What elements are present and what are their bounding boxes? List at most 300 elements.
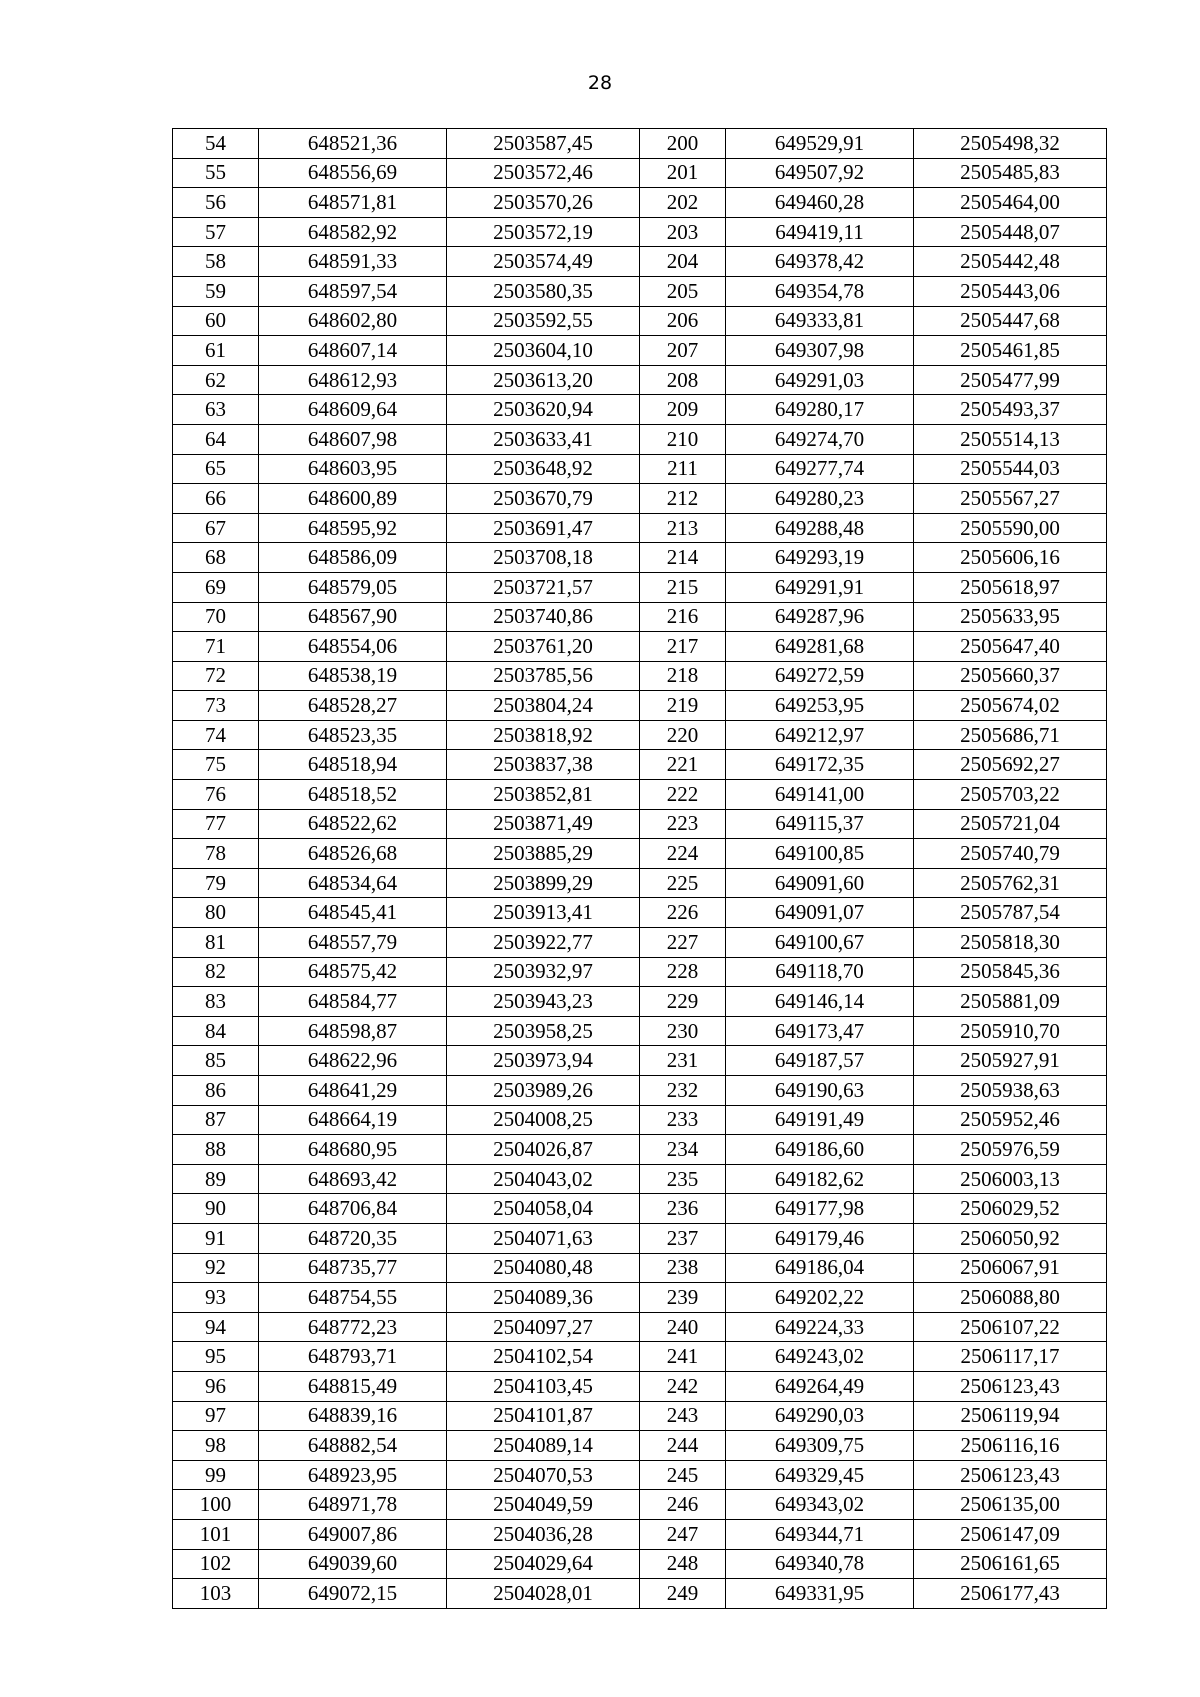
table-row xyxy=(173,1016,1107,1046)
point-number-cell: 226 xyxy=(640,898,726,928)
y-coordinate-cell: 2504029,64 xyxy=(447,1549,640,1579)
x-coordinate-cell: 648528,27 xyxy=(259,691,447,721)
point-number-cell: 83 xyxy=(173,987,259,1017)
point-number-cell: 88 xyxy=(173,1135,259,1165)
point-number-cell: 59 xyxy=(173,276,259,306)
point-number-cell: 212 xyxy=(640,484,726,514)
table-row xyxy=(173,1490,1107,1520)
y-coordinate-cell: 2505544,03 xyxy=(914,454,1107,484)
x-coordinate-cell: 649309,75 xyxy=(726,1431,914,1461)
point-number-cell: 95 xyxy=(173,1342,259,1372)
x-coordinate-cell: 648641,29 xyxy=(259,1076,447,1106)
x-coordinate-cell: 649146,14 xyxy=(726,987,914,1017)
x-coordinate-cell: 648754,55 xyxy=(259,1283,447,1313)
point-number-cell: 68 xyxy=(173,543,259,573)
x-coordinate-cell: 649190,63 xyxy=(726,1076,914,1106)
y-coordinate-cell: 2503899,29 xyxy=(447,868,640,898)
x-coordinate-cell: 648545,41 xyxy=(259,898,447,928)
y-coordinate-cell: 2504101,87 xyxy=(447,1401,640,1431)
x-coordinate-cell: 649281,68 xyxy=(726,632,914,662)
point-number-cell: 73 xyxy=(173,691,259,721)
y-coordinate-cell: 2503691,47 xyxy=(447,513,640,543)
x-coordinate-cell: 648609,64 xyxy=(259,395,447,425)
point-number-cell: 217 xyxy=(640,632,726,662)
x-coordinate-cell: 649291,91 xyxy=(726,572,914,602)
table-row xyxy=(173,276,1107,306)
y-coordinate-cell: 2503592,55 xyxy=(447,306,640,336)
y-coordinate-cell: 2503885,29 xyxy=(447,839,640,869)
x-coordinate-cell: 649100,67 xyxy=(726,928,914,958)
table-row xyxy=(173,365,1107,395)
x-coordinate-cell: 649118,70 xyxy=(726,957,914,987)
x-coordinate-cell: 648839,16 xyxy=(259,1401,447,1431)
table-row xyxy=(173,1135,1107,1165)
y-coordinate-cell: 2505703,22 xyxy=(914,780,1107,810)
y-coordinate-cell: 2505493,37 xyxy=(914,395,1107,425)
point-number-cell: 216 xyxy=(640,602,726,632)
point-number-cell: 218 xyxy=(640,661,726,691)
x-coordinate-cell: 648735,77 xyxy=(259,1253,447,1283)
y-coordinate-cell: 2504058,04 xyxy=(447,1194,640,1224)
y-coordinate-cell: 2505927,91 xyxy=(914,1046,1107,1076)
y-coordinate-cell: 2503852,81 xyxy=(447,780,640,810)
y-coordinate-cell: 2506123,43 xyxy=(914,1371,1107,1401)
point-number-cell: 214 xyxy=(640,543,726,573)
y-coordinate-cell: 2506135,00 xyxy=(914,1490,1107,1520)
y-coordinate-cell: 2504089,36 xyxy=(447,1283,640,1313)
point-number-cell: 93 xyxy=(173,1283,259,1313)
point-number-cell: 98 xyxy=(173,1431,259,1461)
point-number-cell: 204 xyxy=(640,247,726,277)
table-row xyxy=(173,1194,1107,1224)
x-coordinate-cell: 649333,81 xyxy=(726,306,914,336)
point-number-cell: 80 xyxy=(173,898,259,928)
table-row xyxy=(173,1460,1107,1490)
x-coordinate-cell: 649091,60 xyxy=(726,868,914,898)
y-coordinate-cell: 2504103,45 xyxy=(447,1371,640,1401)
x-coordinate-cell: 649307,98 xyxy=(726,336,914,366)
point-number-cell: 246 xyxy=(640,1490,726,1520)
y-coordinate-cell: 2505660,37 xyxy=(914,661,1107,691)
y-coordinate-cell: 2505740,79 xyxy=(914,839,1107,869)
point-number-cell: 213 xyxy=(640,513,726,543)
table-row xyxy=(173,395,1107,425)
point-number-cell: 78 xyxy=(173,839,259,869)
y-coordinate-cell: 2503943,23 xyxy=(447,987,640,1017)
point-number-cell: 94 xyxy=(173,1312,259,1342)
x-coordinate-cell: 648882,54 xyxy=(259,1431,447,1461)
table-row xyxy=(173,129,1107,159)
y-coordinate-cell: 2505618,97 xyxy=(914,572,1107,602)
x-coordinate-cell: 648538,19 xyxy=(259,661,447,691)
point-number-cell: 58 xyxy=(173,247,259,277)
x-coordinate-cell: 649224,33 xyxy=(726,1312,914,1342)
x-coordinate-cell: 649007,86 xyxy=(259,1519,447,1549)
table-row xyxy=(173,1371,1107,1401)
point-number-cell: 71 xyxy=(173,632,259,662)
point-number-cell: 225 xyxy=(640,868,726,898)
table-row xyxy=(173,1431,1107,1461)
x-coordinate-cell: 649280,23 xyxy=(726,484,914,514)
table-row xyxy=(173,720,1107,750)
table-row xyxy=(173,1579,1107,1609)
x-coordinate-cell: 649340,78 xyxy=(726,1549,914,1579)
x-coordinate-cell: 649354,78 xyxy=(726,276,914,306)
x-coordinate-cell: 649529,91 xyxy=(726,129,914,159)
x-coordinate-cell: 648534,64 xyxy=(259,868,447,898)
y-coordinate-cell: 2503572,46 xyxy=(447,158,640,188)
point-number-cell: 230 xyxy=(640,1016,726,1046)
x-coordinate-cell: 649460,28 xyxy=(726,188,914,218)
table-row xyxy=(173,572,1107,602)
point-number-cell: 66 xyxy=(173,484,259,514)
point-number-cell: 229 xyxy=(640,987,726,1017)
table-row xyxy=(173,661,1107,691)
x-coordinate-cell: 649072,15 xyxy=(259,1579,447,1609)
y-coordinate-cell: 2506050,92 xyxy=(914,1223,1107,1253)
point-number-cell: 70 xyxy=(173,602,259,632)
point-number-cell: 90 xyxy=(173,1194,259,1224)
y-coordinate-cell: 2506177,43 xyxy=(914,1579,1107,1609)
y-coordinate-cell: 2503572,19 xyxy=(447,217,640,247)
y-coordinate-cell: 2506147,09 xyxy=(914,1519,1107,1549)
x-coordinate-cell: 648720,35 xyxy=(259,1223,447,1253)
point-number-cell: 63 xyxy=(173,395,259,425)
point-number-cell: 74 xyxy=(173,720,259,750)
y-coordinate-cell: 2504080,48 xyxy=(447,1253,640,1283)
x-coordinate-cell: 649202,22 xyxy=(726,1283,914,1313)
y-coordinate-cell: 2506119,94 xyxy=(914,1401,1107,1431)
x-coordinate-cell: 648579,05 xyxy=(259,572,447,602)
y-coordinate-cell: 2504089,14 xyxy=(447,1431,640,1461)
x-coordinate-cell: 648607,98 xyxy=(259,424,447,454)
table-row xyxy=(173,1105,1107,1135)
y-coordinate-cell: 2503633,41 xyxy=(447,424,640,454)
point-number-cell: 245 xyxy=(640,1460,726,1490)
y-coordinate-cell: 2503932,97 xyxy=(447,957,640,987)
table-row xyxy=(173,957,1107,987)
point-number-cell: 76 xyxy=(173,780,259,810)
y-coordinate-cell: 2506067,91 xyxy=(914,1253,1107,1283)
x-coordinate-cell: 648622,96 xyxy=(259,1046,447,1076)
y-coordinate-cell: 2505910,70 xyxy=(914,1016,1107,1046)
y-coordinate-cell: 2503721,57 xyxy=(447,572,640,602)
point-number-cell: 96 xyxy=(173,1371,259,1401)
point-number-cell: 237 xyxy=(640,1223,726,1253)
table-row xyxy=(173,602,1107,632)
y-coordinate-cell: 2504028,01 xyxy=(447,1579,640,1609)
x-coordinate-cell: 649182,62 xyxy=(726,1164,914,1194)
y-coordinate-cell: 2503922,77 xyxy=(447,928,640,958)
x-coordinate-cell: 648586,09 xyxy=(259,543,447,573)
table-row xyxy=(173,780,1107,810)
x-coordinate-cell: 649100,85 xyxy=(726,839,914,869)
x-coordinate-cell: 648554,06 xyxy=(259,632,447,662)
point-number-cell: 235 xyxy=(640,1164,726,1194)
point-number-cell: 55 xyxy=(173,158,259,188)
x-coordinate-cell: 649329,45 xyxy=(726,1460,914,1490)
page-number: 28 xyxy=(587,72,613,94)
table-row xyxy=(173,632,1107,662)
coordinates-table xyxy=(172,128,1107,1609)
y-coordinate-cell: 2505590,00 xyxy=(914,513,1107,543)
y-coordinate-cell: 2503761,20 xyxy=(447,632,640,662)
x-coordinate-cell: 648772,23 xyxy=(259,1312,447,1342)
x-coordinate-cell: 649179,46 xyxy=(726,1223,914,1253)
y-coordinate-cell: 2504036,28 xyxy=(447,1519,640,1549)
x-coordinate-cell: 648793,71 xyxy=(259,1342,447,1372)
point-number-cell: 57 xyxy=(173,217,259,247)
table-row xyxy=(173,987,1107,1017)
table-row xyxy=(173,809,1107,839)
point-number-cell: 202 xyxy=(640,188,726,218)
point-number-cell: 72 xyxy=(173,661,259,691)
y-coordinate-cell: 2503570,26 xyxy=(447,188,640,218)
point-number-cell: 91 xyxy=(173,1223,259,1253)
point-number-cell: 234 xyxy=(640,1135,726,1165)
point-number-cell: 206 xyxy=(640,306,726,336)
y-coordinate-cell: 2506123,43 xyxy=(914,1460,1107,1490)
point-number-cell: 223 xyxy=(640,809,726,839)
point-number-cell: 239 xyxy=(640,1283,726,1313)
point-number-cell: 60 xyxy=(173,306,259,336)
point-number-cell: 79 xyxy=(173,868,259,898)
y-coordinate-cell: 2503818,92 xyxy=(447,720,640,750)
y-coordinate-cell: 2503837,38 xyxy=(447,750,640,780)
x-coordinate-cell: 648557,79 xyxy=(259,928,447,958)
x-coordinate-cell: 648571,81 xyxy=(259,188,447,218)
table-row xyxy=(173,217,1107,247)
point-number-cell: 240 xyxy=(640,1312,726,1342)
y-coordinate-cell: 2503620,94 xyxy=(447,395,640,425)
table-row xyxy=(173,484,1107,514)
x-coordinate-cell: 648597,54 xyxy=(259,276,447,306)
y-coordinate-cell: 2505787,54 xyxy=(914,898,1107,928)
y-coordinate-cell: 2505686,71 xyxy=(914,720,1107,750)
point-number-cell: 89 xyxy=(173,1164,259,1194)
y-coordinate-cell: 2503973,94 xyxy=(447,1046,640,1076)
y-coordinate-cell: 2504026,87 xyxy=(447,1135,640,1165)
point-number-cell: 244 xyxy=(640,1431,726,1461)
x-coordinate-cell: 648706,84 xyxy=(259,1194,447,1224)
y-coordinate-cell: 2506116,16 xyxy=(914,1431,1107,1461)
point-number-cell: 242 xyxy=(640,1371,726,1401)
x-coordinate-cell: 649274,70 xyxy=(726,424,914,454)
x-coordinate-cell: 648518,94 xyxy=(259,750,447,780)
point-number-cell: 219 xyxy=(640,691,726,721)
y-coordinate-cell: 2503740,86 xyxy=(447,602,640,632)
point-number-cell: 249 xyxy=(640,1579,726,1609)
y-coordinate-cell: 2505448,07 xyxy=(914,217,1107,247)
table-row xyxy=(173,1549,1107,1579)
point-number-cell: 221 xyxy=(640,750,726,780)
point-number-cell: 208 xyxy=(640,365,726,395)
y-coordinate-cell: 2505845,36 xyxy=(914,957,1107,987)
x-coordinate-cell: 649419,11 xyxy=(726,217,914,247)
y-coordinate-cell: 2503604,10 xyxy=(447,336,640,366)
x-coordinate-cell: 649378,42 xyxy=(726,247,914,277)
point-number-cell: 233 xyxy=(640,1105,726,1135)
y-coordinate-cell: 2505443,06 xyxy=(914,276,1107,306)
point-number-cell: 81 xyxy=(173,928,259,958)
point-number-cell: 241 xyxy=(640,1342,726,1372)
point-number-cell: 222 xyxy=(640,780,726,810)
x-coordinate-cell: 648815,49 xyxy=(259,1371,447,1401)
point-number-cell: 247 xyxy=(640,1519,726,1549)
y-coordinate-cell: 2505498,32 xyxy=(914,129,1107,159)
point-number-cell: 243 xyxy=(640,1401,726,1431)
x-coordinate-cell: 648680,95 xyxy=(259,1135,447,1165)
table-row xyxy=(173,1076,1107,1106)
y-coordinate-cell: 2506107,22 xyxy=(914,1312,1107,1342)
x-coordinate-cell: 649115,37 xyxy=(726,809,914,839)
point-number-cell: 211 xyxy=(640,454,726,484)
y-coordinate-cell: 2503785,56 xyxy=(447,661,640,691)
coordinates-table-body xyxy=(173,129,1107,1609)
x-coordinate-cell: 649253,95 xyxy=(726,691,914,721)
x-coordinate-cell: 648521,36 xyxy=(259,129,447,159)
y-coordinate-cell: 2503670,79 xyxy=(447,484,640,514)
y-coordinate-cell: 2503958,25 xyxy=(447,1016,640,1046)
point-number-cell: 224 xyxy=(640,839,726,869)
point-number-cell: 64 xyxy=(173,424,259,454)
table-row xyxy=(173,336,1107,366)
x-coordinate-cell: 649173,47 xyxy=(726,1016,914,1046)
table-row xyxy=(173,1283,1107,1313)
point-number-cell: 248 xyxy=(640,1549,726,1579)
y-coordinate-cell: 2505633,95 xyxy=(914,602,1107,632)
y-coordinate-cell: 2504071,63 xyxy=(447,1223,640,1253)
x-coordinate-cell: 649293,19 xyxy=(726,543,914,573)
y-coordinate-cell: 2504070,53 xyxy=(447,1460,640,1490)
x-coordinate-cell: 649186,04 xyxy=(726,1253,914,1283)
x-coordinate-cell: 649343,02 xyxy=(726,1490,914,1520)
table-row xyxy=(173,1519,1107,1549)
x-coordinate-cell: 649280,17 xyxy=(726,395,914,425)
table-row xyxy=(173,928,1107,958)
y-coordinate-cell: 2506003,13 xyxy=(914,1164,1107,1194)
x-coordinate-cell: 649507,92 xyxy=(726,158,914,188)
x-coordinate-cell: 649290,03 xyxy=(726,1401,914,1431)
y-coordinate-cell: 2505606,16 xyxy=(914,543,1107,573)
y-coordinate-cell: 2506088,80 xyxy=(914,1283,1107,1313)
y-coordinate-cell: 2506117,17 xyxy=(914,1342,1107,1372)
point-number-cell: 56 xyxy=(173,188,259,218)
y-coordinate-cell: 2504008,25 xyxy=(447,1105,640,1135)
y-coordinate-cell: 2503871,49 xyxy=(447,809,640,839)
x-coordinate-cell: 649141,00 xyxy=(726,780,914,810)
y-coordinate-cell: 2505442,48 xyxy=(914,247,1107,277)
x-coordinate-cell: 649191,49 xyxy=(726,1105,914,1135)
y-coordinate-cell: 2504097,27 xyxy=(447,1312,640,1342)
x-coordinate-cell: 649287,96 xyxy=(726,602,914,632)
y-coordinate-cell: 2505485,83 xyxy=(914,158,1107,188)
x-coordinate-cell: 648693,42 xyxy=(259,1164,447,1194)
point-number-cell: 87 xyxy=(173,1105,259,1135)
point-number-cell: 54 xyxy=(173,129,259,159)
x-coordinate-cell: 648522,62 xyxy=(259,809,447,839)
x-coordinate-cell: 648664,19 xyxy=(259,1105,447,1135)
x-coordinate-cell: 649177,98 xyxy=(726,1194,914,1224)
point-number-cell: 210 xyxy=(640,424,726,454)
point-number-cell: 227 xyxy=(640,928,726,958)
x-coordinate-cell: 649288,48 xyxy=(726,513,914,543)
point-number-cell: 65 xyxy=(173,454,259,484)
y-coordinate-cell: 2505477,99 xyxy=(914,365,1107,395)
point-number-cell: 231 xyxy=(640,1046,726,1076)
point-number-cell: 209 xyxy=(640,395,726,425)
table-row xyxy=(173,543,1107,573)
y-coordinate-cell: 2503587,45 xyxy=(447,129,640,159)
y-coordinate-cell: 2504102,54 xyxy=(447,1342,640,1372)
x-coordinate-cell: 649291,03 xyxy=(726,365,914,395)
x-coordinate-cell: 648602,80 xyxy=(259,306,447,336)
y-coordinate-cell: 2505674,02 xyxy=(914,691,1107,721)
point-number-cell: 102 xyxy=(173,1549,259,1579)
table-row xyxy=(173,1223,1107,1253)
x-coordinate-cell: 648575,42 xyxy=(259,957,447,987)
y-coordinate-cell: 2505881,09 xyxy=(914,987,1107,1017)
y-coordinate-cell: 2504043,02 xyxy=(447,1164,640,1194)
point-number-cell: 86 xyxy=(173,1076,259,1106)
point-number-cell: 85 xyxy=(173,1046,259,1076)
table-row xyxy=(173,188,1107,218)
point-number-cell: 77 xyxy=(173,809,259,839)
point-number-cell: 205 xyxy=(640,276,726,306)
point-number-cell: 75 xyxy=(173,750,259,780)
y-coordinate-cell: 2505447,68 xyxy=(914,306,1107,336)
table-row xyxy=(173,839,1107,869)
x-coordinate-cell: 649212,97 xyxy=(726,720,914,750)
table-row xyxy=(173,1253,1107,1283)
table-row xyxy=(173,424,1107,454)
table-row xyxy=(173,306,1107,336)
y-coordinate-cell: 2505647,40 xyxy=(914,632,1107,662)
point-number-cell: 92 xyxy=(173,1253,259,1283)
y-coordinate-cell: 2506161,65 xyxy=(914,1549,1107,1579)
point-number-cell: 228 xyxy=(640,957,726,987)
x-coordinate-cell: 648518,52 xyxy=(259,780,447,810)
point-number-cell: 99 xyxy=(173,1460,259,1490)
y-coordinate-cell: 2506029,52 xyxy=(914,1194,1107,1224)
x-coordinate-cell: 648603,95 xyxy=(259,454,447,484)
point-number-cell: 67 xyxy=(173,513,259,543)
table-row xyxy=(173,454,1107,484)
x-coordinate-cell: 648526,68 xyxy=(259,839,447,869)
x-coordinate-cell: 648923,95 xyxy=(259,1460,447,1490)
x-coordinate-cell: 648523,35 xyxy=(259,720,447,750)
x-coordinate-cell: 649187,57 xyxy=(726,1046,914,1076)
point-number-cell: 84 xyxy=(173,1016,259,1046)
x-coordinate-cell: 649272,59 xyxy=(726,661,914,691)
table-row xyxy=(173,158,1107,188)
x-coordinate-cell: 648598,87 xyxy=(259,1016,447,1046)
point-number-cell: 101 xyxy=(173,1519,259,1549)
table-row xyxy=(173,691,1107,721)
y-coordinate-cell: 2505567,27 xyxy=(914,484,1107,514)
table-row xyxy=(173,750,1107,780)
point-number-cell: 61 xyxy=(173,336,259,366)
table-row xyxy=(173,1312,1107,1342)
point-number-cell: 215 xyxy=(640,572,726,602)
table-row xyxy=(173,1342,1107,1372)
point-number-cell: 201 xyxy=(640,158,726,188)
y-coordinate-cell: 2505721,04 xyxy=(914,809,1107,839)
x-coordinate-cell: 649331,95 xyxy=(726,1579,914,1609)
table-row xyxy=(173,898,1107,928)
y-coordinate-cell: 2503989,26 xyxy=(447,1076,640,1106)
point-number-cell: 220 xyxy=(640,720,726,750)
